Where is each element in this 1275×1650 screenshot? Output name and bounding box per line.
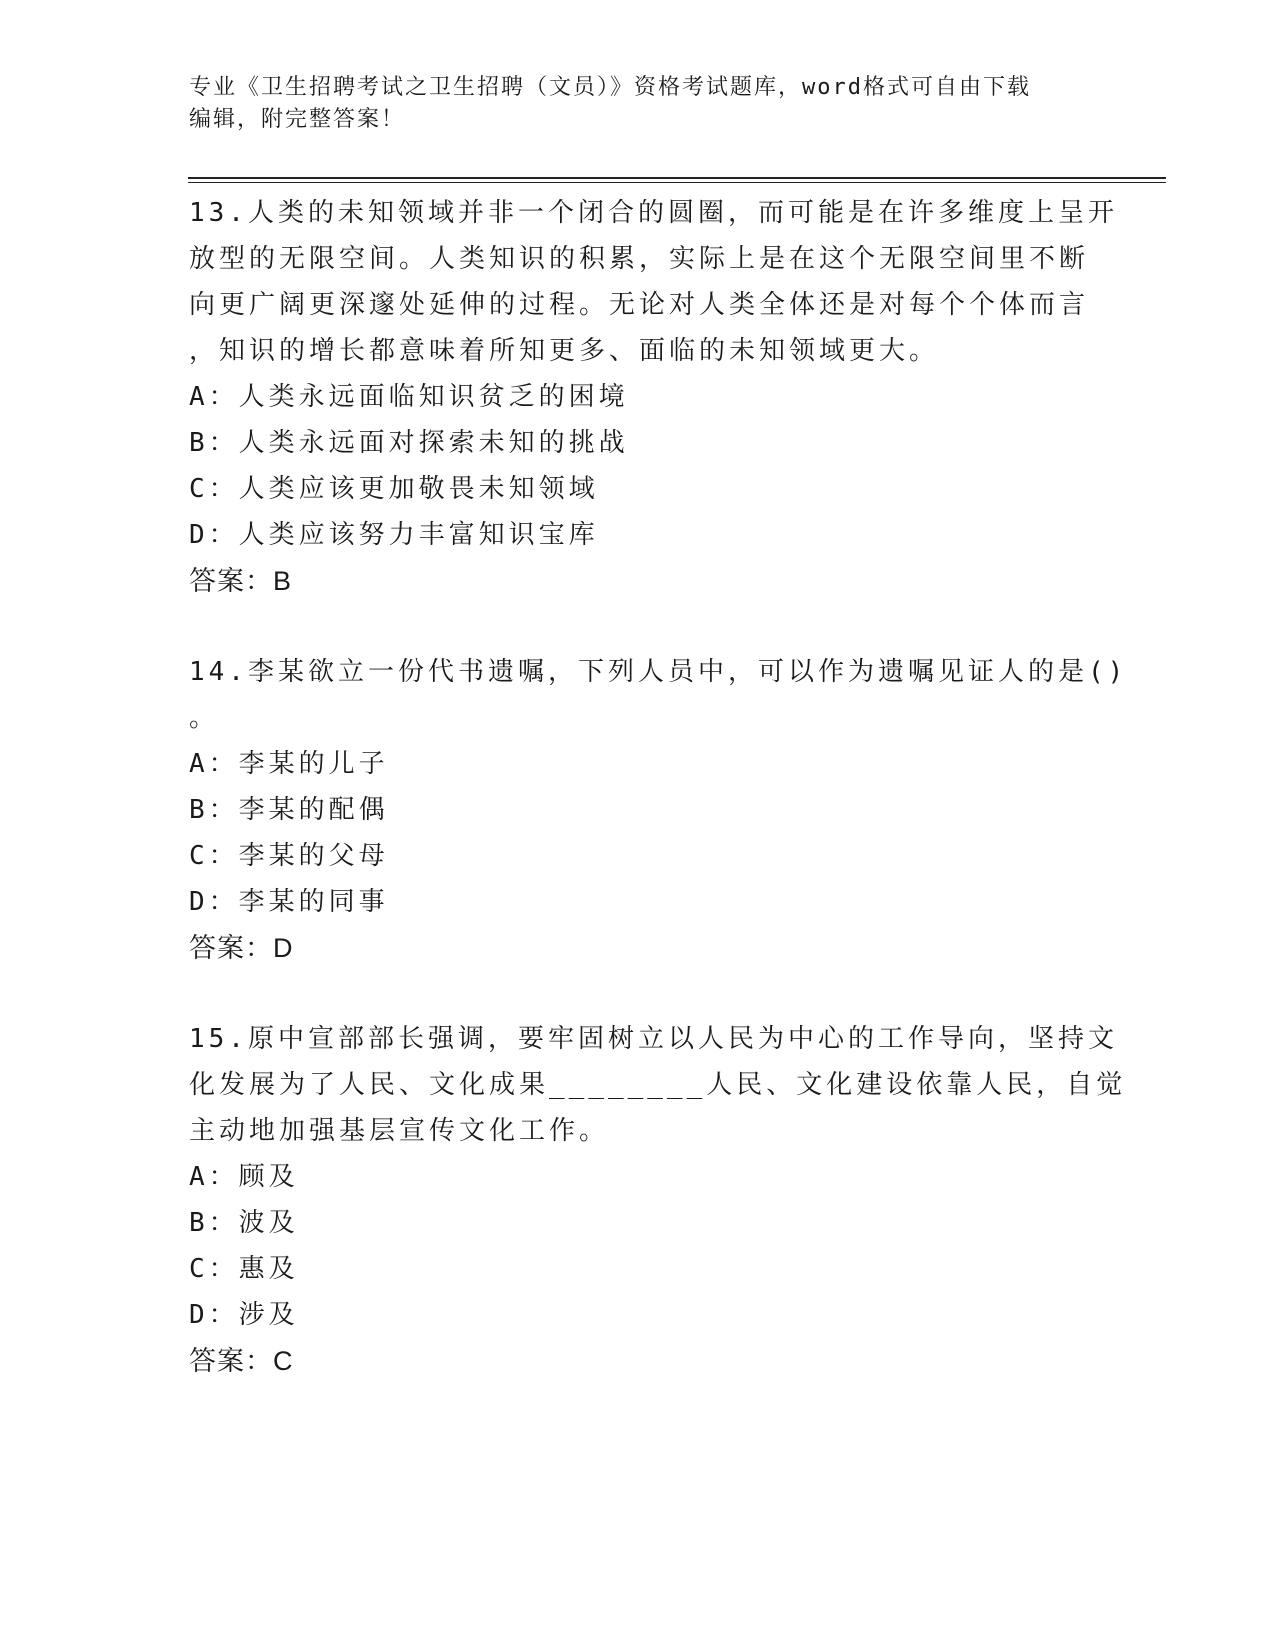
header-divider-thin — [188, 182, 1166, 183]
question-stem-line: 14.李某欲立一份代书遗嘱，下列人员中，可以作为遗嘱见证人的是() — [189, 657, 1128, 687]
question-stem-line: 13.人类的未知领域并非一个闭合的圆圈，而可能是在许多维度上呈开 — [189, 198, 1118, 228]
option-b: B：人类永远面对探索未知的挑战 — [189, 428, 629, 458]
header-divider-thick — [188, 177, 1166, 179]
question-stem-line: 。 — [189, 703, 220, 733]
question-stem-line: ，知识的增长都意味着所知更多、面临的未知领域更大。 — [189, 336, 940, 366]
option-c: C：人类应该更加敬畏未知领域 — [189, 474, 599, 504]
answer-label: 答案：D — [189, 933, 294, 963]
document-header — [189, 72, 1089, 136]
option-d: D：人类应该努力丰富知识宝库 — [189, 520, 599, 550]
option-a: A：李某的儿子 — [189, 749, 389, 779]
question-list — [189, 190, 1128, 1384]
question-13 — [189, 190, 1118, 604]
question-15 — [189, 1016, 1127, 1384]
question-stem-line: 15.原中宣部部长强调，要牢固树立以人民为中心的工作导向，坚持文 — [189, 1024, 1118, 1054]
question-stem-line: 向更广阔更深邃处延伸的过程。无论对人类全体还是对每个个体而言 — [189, 290, 1090, 320]
answer-label: 答案：B — [189, 566, 293, 596]
question-stem-line: 化发展为了人民、文化成果________人民、文化建设依靠人民，自觉 — [189, 1070, 1127, 1100]
option-d: D：涉及 — [189, 1300, 299, 1330]
header-line: 专业《卫生招聘考试之卫生招聘（文员）》资格考试题库，word格式可自由下载 — [189, 75, 1031, 100]
question-spacer — [189, 971, 1089, 1016]
question-14 — [189, 649, 1128, 971]
header-line: 编辑，附完整答案！ — [189, 107, 406, 132]
option-b: B：波及 — [189, 1208, 299, 1238]
option-c: C：惠及 — [189, 1254, 299, 1284]
option-a: A：顾及 — [189, 1162, 299, 1192]
question-stem-line: 主动地加强基层宣传文化工作。 — [189, 1116, 610, 1146]
answer-label: 答案：C — [189, 1346, 294, 1376]
option-d: D：李某的同事 — [189, 887, 389, 917]
question-stem-line: 放型的无限空间。人类知识的积累，实际上是在这个无限空间里不断 — [189, 244, 1090, 274]
option-a: A：人类永远面临知识贫乏的困境 — [189, 382, 629, 412]
option-b: B：李某的配偶 — [189, 795, 389, 825]
option-c: C：李某的父母 — [189, 841, 389, 871]
question-spacer — [189, 604, 1089, 649]
